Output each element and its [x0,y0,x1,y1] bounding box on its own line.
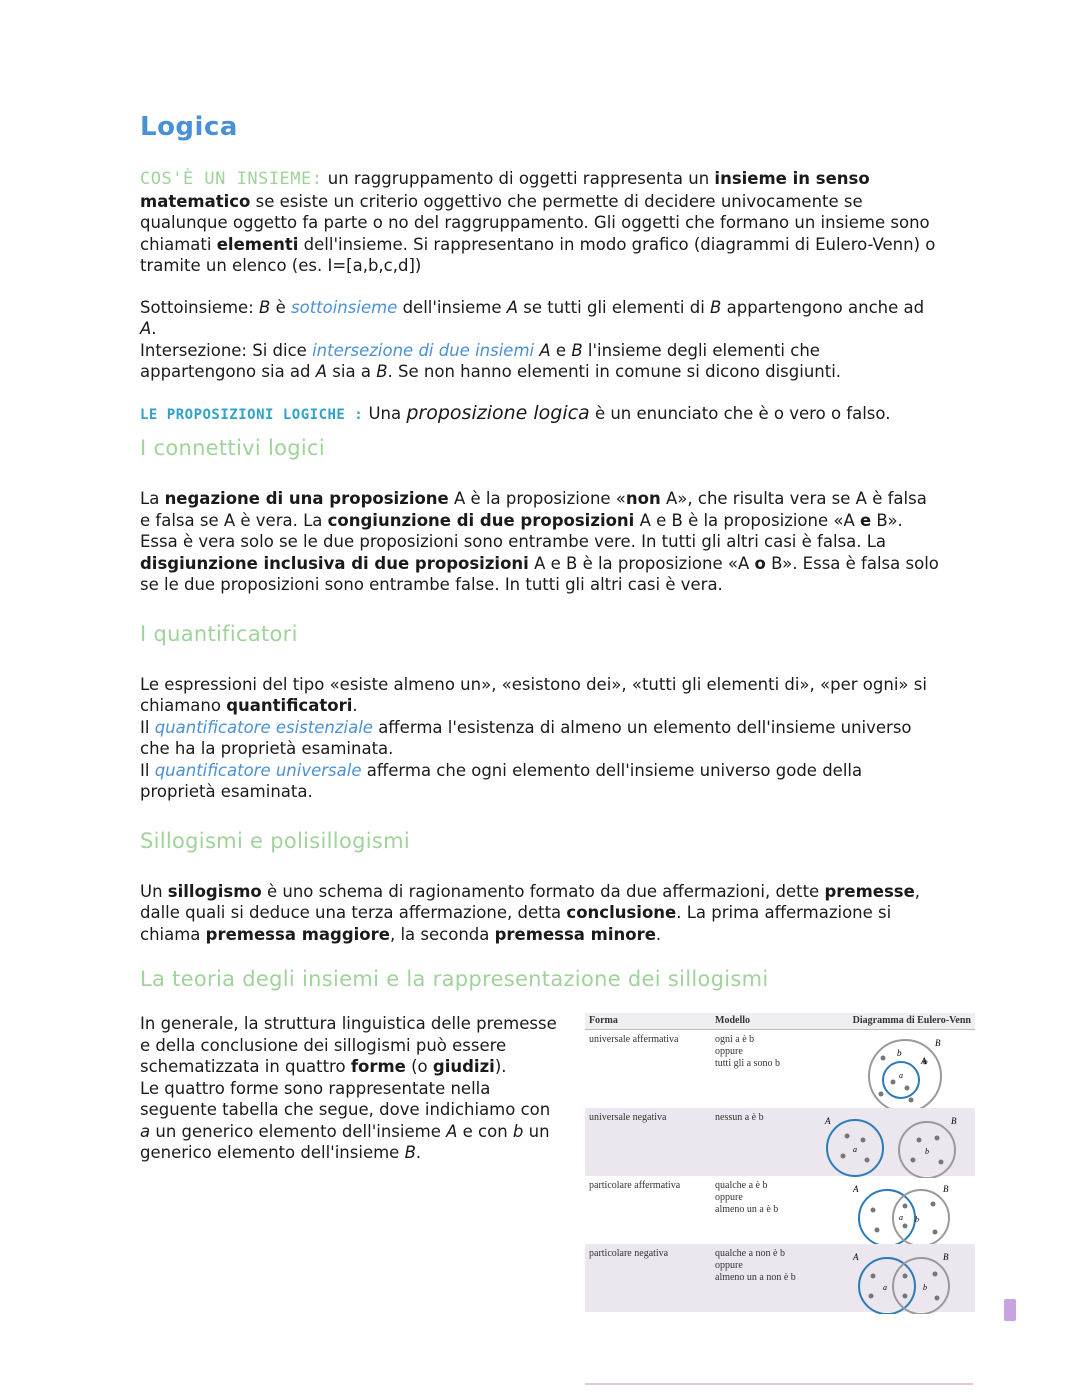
cell-modello [715,1034,823,1104]
var: A [446,1121,458,1141]
label-insieme: COS'È UN INSIEME: [140,169,323,189]
model-line: oppure [715,1192,743,1203]
bold-term: forme [350,1057,406,1076]
text: un generico elemento dell'insieme [140,1121,550,1162]
text: Il [140,760,155,780]
blue-term: sottoinsieme [291,297,398,317]
text: A è la proposizione « [448,489,626,508]
heading-connettivi: I connettivi logici [140,436,325,460]
bold-term: disgiunzione inclusiva di due proposizioni [140,553,529,573]
model-line: tutti gli a sono b [715,1058,780,1069]
bold-term: premesse [824,881,915,901]
table-row [585,1030,975,1108]
label-B: B [951,1116,957,1126]
document-page [140,112,971,1353]
var: B [259,297,271,317]
text: appartengono anche ad [721,297,925,317]
text: dell'insieme [397,297,507,317]
page-title: Logica [140,112,238,142]
cell-modello [715,1180,823,1240]
label-proposizioni: LE PROPOSIZIONI LOGICHE : [140,406,364,423]
paragraph-sottoinsieme [140,297,940,340]
var: b [512,1121,524,1141]
paragraph-esistenziale [140,717,940,760]
text: dell'insieme. Si rappresentano in modo grafico (diagrammi di Eulero-Venn) o tramite un elenco (es. I=[a,b,c,d]) [140,234,936,275]
bold-term: giudizi [432,1057,495,1076]
text: A», che risulta vera se A è falsa e falsa se A è vera. La [140,489,927,530]
text: . [352,696,358,715]
table-header [585,1013,975,1030]
var: A [539,340,551,360]
text: l'insieme degli elementi che appartengono sia ad [140,340,820,381]
label-B: B [943,1184,949,1194]
paragraph-connettivi [140,488,940,596]
bold-term: quantificatori [226,696,353,715]
bold-term: elementi [216,234,299,254]
table-row [585,1108,975,1176]
text: , la seconda [389,924,495,944]
text: Sottoinsieme: [140,297,260,317]
bold-term: insieme in senso matematico [140,169,870,211]
text: . [415,1143,422,1162]
cell-modello [715,1112,823,1172]
label-B: B [943,1252,949,1262]
text: e con [457,1121,513,1141]
text: In generale, la struttura linguistica delle premesse e della conclusione dei sillogismi può essere schematizzata in quattro [140,1014,557,1076]
venn-particolare-affermativa [843,1182,963,1246]
label-A: A [853,1184,859,1194]
text: A e B è la proposizione «A [528,553,755,573]
bold-term: non [625,489,661,508]
blue-term: quantificatore esistenziale [154,717,373,737]
page-marker [1004,1299,1016,1321]
bold-term: premessa maggiore [205,924,390,944]
paragraph-intersezione [140,340,940,383]
var: A [140,319,152,338]
model-line: ogni a è b [715,1034,755,1045]
table-row [585,1244,975,1312]
label-a: a [883,1283,887,1292]
text: sia a [327,362,377,381]
model-line: qualche a non è b [715,1248,785,1259]
text: , dalle quali si deduce una terza affermazione, detta [140,881,921,922]
text: è [270,297,291,317]
cell-diagram [823,1180,971,1240]
var: a [140,1121,151,1141]
model-line: qualche a è b [715,1180,768,1191]
text: (o [405,1057,433,1076]
paragraph-proposizioni [140,403,940,427]
heading-sillogismi: Sillogismi e polisillogismi [140,828,410,853]
bold-term: conclusione [566,903,677,922]
bottom-section [140,1013,971,1353]
bold-term: congiunzione di due proposizioni [327,510,635,530]
header-forma: Forma [589,1015,618,1026]
italic-term: proposizione logica [406,401,590,424]
label-b: b [925,1147,929,1156]
sillogismi-table [585,1013,975,1312]
blue-term: intersezione di due insiemi [312,340,535,360]
cell-diagram [823,1248,971,1308]
label-A: A [921,1056,927,1066]
text: Una [363,403,407,423]
paragraph-teoria-2 [140,1078,560,1164]
text: ). [494,1057,507,1076]
var: B [404,1143,416,1162]
model-line: oppure [715,1260,743,1271]
teoria-text [140,1013,560,1164]
text: B». Essa è falsa solo se le due proposizioni sono entrambe false. In tutti gli altri casi è vera. [140,553,939,594]
blue-term: quantificatore universale [154,760,362,780]
bold-term: negazione di una proposizione [164,489,449,508]
label-a: a [899,1213,903,1222]
label-b: b [923,1283,927,1292]
label-A: A [825,1116,831,1126]
label-b: b [915,1215,919,1224]
cell-diagram [823,1034,971,1104]
model-line: oppure [715,1046,743,1057]
cell-forma: universale negativa [589,1112,667,1123]
venn-universale-negativa [823,1114,963,1178]
text: se esiste un criterio oggettivo che permette di decidere univocamente se qualunque oggetto fa parte o no del raggruppamento. Gli oggetti che formano un insieme sono chiamati [140,191,930,254]
text: . [655,924,662,944]
text: . Se non hanno elementi in comune si dicono disgiunti. [387,362,842,381]
cell-forma: particolare negativa [589,1248,669,1259]
heading-quantificatori: I quantificatori [140,621,298,646]
cell-diagram [823,1112,971,1172]
var: A [506,297,519,317]
text: A e B è la proposizione «A [634,510,860,530]
text: afferma l'esistenza di almeno un elemento dell'insieme universo che ha la proprietà esaminata. [140,717,912,758]
cell-modello [715,1248,823,1308]
text: Le espressioni del tipo «esiste almeno un», «esistono dei», «tutti gli elementi di», «per ogni» si chiamano [140,674,927,715]
bold-term: o [754,553,766,573]
table-row [585,1176,975,1244]
text: Il [140,717,155,737]
paragraph-universale [140,760,940,803]
paragraph-quantificatori [140,674,940,717]
text: e [550,340,572,360]
header-diagramma: Diagramma di Eulero-Venn [852,1015,971,1026]
text: . [151,319,157,338]
paragraph-sillogismi [140,881,940,946]
text: un generico elemento dell'insieme [150,1121,447,1141]
model-line: almeno un a è b [715,1204,779,1215]
text: è uno schema di ragionamento formato da due affermazioni, dette [261,881,825,901]
label-B: B [935,1038,941,1048]
label-a: a [899,1071,903,1080]
bold-term: sillogismo [167,881,262,901]
label-A: A [853,1252,859,1262]
header-modello: Modello [715,1015,750,1026]
text: Le quattro forme sono rappresentate nella seguente tabella che segue, dove indichiamo con [140,1078,551,1119]
text: è un enunciato che è o vero o falso. [589,403,891,423]
bold-term: e [859,510,872,530]
model-line: nessun a è b [715,1112,764,1123]
text: afferma che ogni elemento dell'insieme universo gode della proprietà esaminata. [140,760,863,801]
text: un raggruppamento di oggetti rappresenta un [322,169,715,188]
text: Un [140,881,168,901]
bold-term: premessa minore [494,924,656,944]
heading-teoria: La teoria degli insiemi e la rappresentazione dei sillogismi [140,967,769,991]
text: . La prima affermazione si chiama [140,903,892,944]
var: B [376,362,388,381]
text: La [140,489,165,508]
paragraph-teoria [140,1013,560,1078]
text: Intersezione: Si dice [140,340,313,360]
label-a: a [853,1145,857,1154]
table-bottom-rule [585,1383,973,1385]
text: se tutti gli elementi di [518,297,711,317]
cell-forma: universale affermativa [589,1034,679,1045]
model-line: almeno un a non è b [715,1272,796,1283]
var: A [315,362,328,381]
cell-forma: particolare affermativa [589,1180,681,1191]
var: B [710,297,722,317]
text: B». Essa è vera solo se le due proposizioni sono entrambe vere. In tutti gli altri casi è falsa. La [140,510,903,551]
paragraph-insieme [140,168,940,277]
label-b: b [897,1048,902,1058]
venn-particolare-negativa [843,1250,963,1314]
venn-universale-affermativa [833,1036,963,1116]
var: B [571,340,583,360]
